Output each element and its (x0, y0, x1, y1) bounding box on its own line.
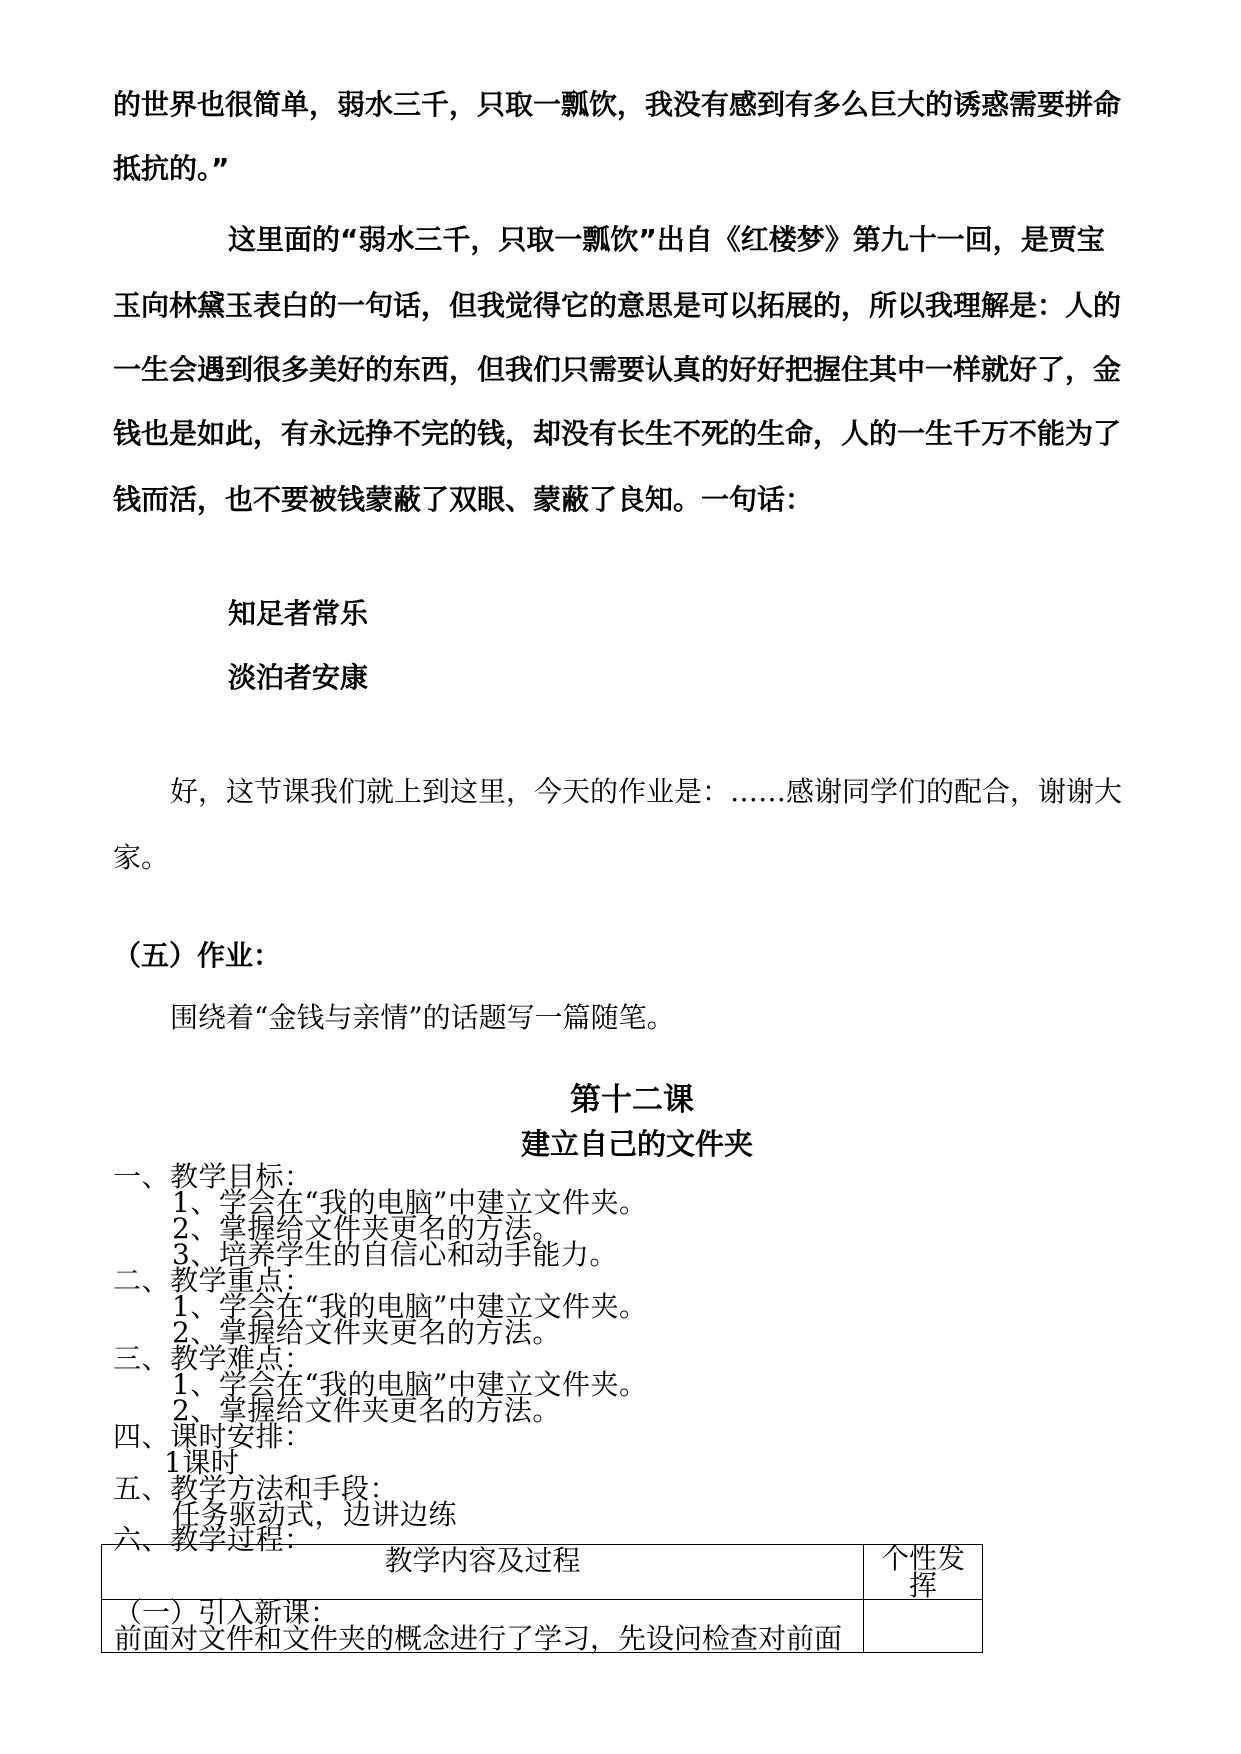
table-header-row (102, 1545, 983, 1600)
table-cell-personal (864, 1600, 983, 1653)
table-header-content (102, 1545, 864, 1600)
quote-line: 知足者常乐 (228, 597, 369, 630)
table-header-personal (864, 1542, 983, 1602)
outline-heading: 二、教学重点： (113, 1264, 313, 1297)
lesson-subtitle: 建立自己的文件夹 (521, 1127, 754, 1161)
outline-item: 1、学会在“我的电脑”中建立文件夹。 (172, 1186, 648, 1219)
outline-heading: 一、教学目标： (113, 1160, 313, 1193)
table-cell-text: （一）引入新课： (114, 1596, 339, 1629)
paragraph-line: 抵抗的。” (113, 152, 230, 185)
quote-line: 淡泊者安康 (228, 661, 369, 694)
paragraph-line: 钱而活，也不要被钱蒙蔽了双眼、蒙蔽了良知。一句话： (113, 483, 814, 516)
paragraph-line: 的世界也很简单，弱水三千，只取一瓢饮，我没有感到有多么巨大的诱惑需要拼命 (113, 88, 1122, 121)
table-header-content-label: 教学内容及过程 (384, 1544, 581, 1577)
table-row (102, 1600, 983, 1653)
table-header-personal-label: 挥 (908, 1569, 937, 1602)
outline-heading: 六、教学过程： (113, 1523, 313, 1556)
homework-text: 围绕着“金钱与亲情”的话题写一篇随笔。 (170, 1001, 675, 1034)
outline-item: 2、掌握给文件夹更名的方法。 (172, 1394, 561, 1427)
paragraph-line: 玉向林黛玉表白的一句话，但我觉得它的意思是可以拓展的，所以我理解是：人的 (113, 289, 1122, 322)
lesson-title: 第十二课 (570, 1082, 694, 1118)
outline-item: 1课时 (164, 1446, 240, 1479)
table-cell-text: 前面对文件和文件夹的概念进行了学习，先设问检查对前面 (114, 1622, 843, 1655)
paragraph-line: 家。 (113, 841, 170, 874)
outline-item: 3、培养学生的自信心和动手能力。 (172, 1238, 618, 1271)
paragraph-line: 钱也是如此，有永远挣不完的钱，却没有长生不死的生命，人的一生千万不能为了 (113, 417, 1122, 450)
outline-item: 1、学会在“我的电脑”中建立文件夹。 (172, 1290, 648, 1323)
outline-heading: 五、教学方法和手段： (113, 1472, 399, 1505)
outline-item: 2、掌握给文件夹更名的方法。 (172, 1316, 561, 1349)
paragraph-line: 一生会遇到很多美好的东西，但我们只需要认真的好好把握住其中一样就好了，金 (113, 353, 1122, 386)
table-header-personal-label: 个性发 (880, 1542, 965, 1575)
paragraph-line: 好，这节课我们就上到这里，今天的作业是：……感谢同学们的配合，谢谢大 (170, 775, 1123, 808)
lesson-process-table (101, 1544, 983, 1653)
outline-item: 任务驱动式，边讲边练 (172, 1498, 458, 1531)
table-cell-content (102, 1596, 864, 1655)
outline-item: 1、学会在“我的电脑”中建立文件夹。 (172, 1368, 648, 1401)
outline-item: 2、掌握给文件夹更名的方法。 (172, 1212, 561, 1245)
outline-heading: 三、教学难点： (113, 1342, 313, 1375)
homework-heading: （五）作业： (113, 939, 282, 972)
paragraph-line: 这里面的“弱水三千，只取一瓢饮”出自《红楼梦》第九十一回，是贾宝 (228, 223, 1105, 256)
outline-heading: 四、课时安排： (113, 1420, 313, 1453)
